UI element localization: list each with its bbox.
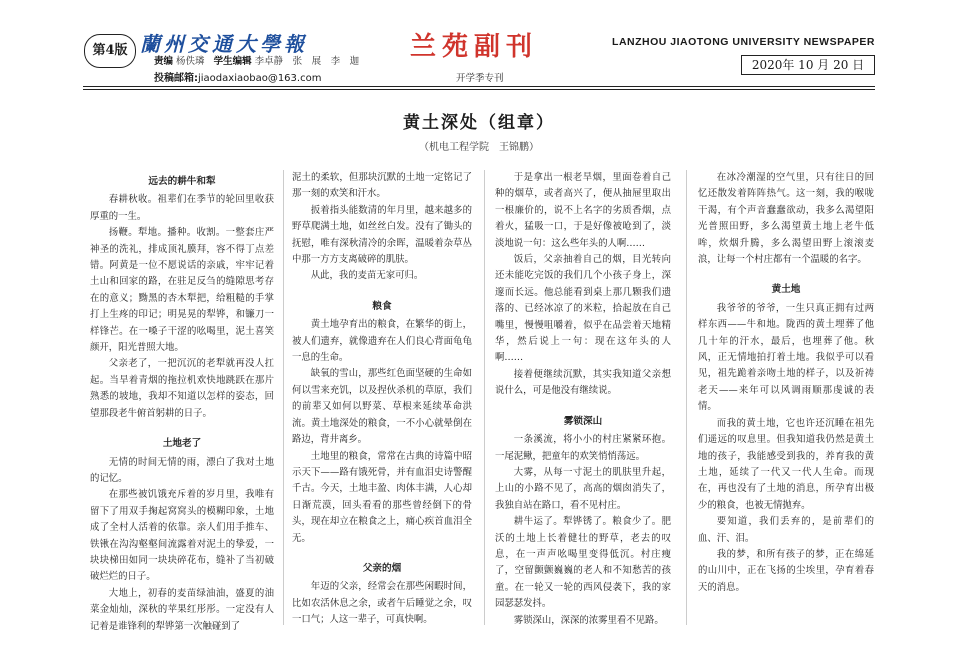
paragraph: 而我的黄土地，它也许还沉睡在祖先们遥远的叹息里。但我知道我仍然是黄土地的孩子，我能感受到我的，养育我的黄土地，延续了一代又一代人生命。而现在，再也没有了土地的消息，所孕育出极少的粮食，也被无情抛弃。 [698,417,874,511]
section-heading: 土地老了 [162,438,202,450]
section-heading: 远去的耕牛和犁 [148,176,216,187]
section-heading: 黄土地 [771,284,801,296]
paragraph: 雾锁深山，深深的浓雾里看不见路。 [513,614,664,626]
paragraph: 年迈的父亲，经常会在那些闲暇时间，比如农活休息之余，或者午后睡觉之余，叹一口气；人这一辈子，可真快啊。 [292,581,472,626]
paragraph: 饭后，父亲抽着自己的烟，目光转向还未能吃完饭的我们几个小孩子身上，深邃而长远。他总能看到桌上那几颗我们遗落的、已经冰凉了的米粒，拾起放在自己嘴里，慢慢咀嚼着，似乎在品尝着天地精华，然后说上一句：现在这年头的人啊…… [495,254,671,364]
paragraph: 在冰冷潮湿的空气里，只有往日的回忆还散发着阵阵热气。这一刻，我的喉咙干渴，有个声音蠢蠢欲动，我多么渴望阳光普照田野，多么渴望黄土地上老牛低哞，炊烟升腾，多么渴望田野上滚滚麦浪，让每一个村庄都有一个温暖的名字。 [698,172,874,266]
editors-line [154,53,359,67]
email-address[interactable]: jiaodaxiaobao@163.com [198,73,322,84]
paragraph: 缺氧的雪山，那些红色面坚硬的生命如何以雪来充饥，以及捏伙杀机的草原，我们的前辈又如何以野菜、草根来延续革命洪流。黄土地深处的粮食，一不小心就晕倒在路边，背井离乡。 [292,368,472,446]
paragraph: 在那些被饥饿充斥着的岁月里，我唯有留下了用双手掬起窝窝头的模糊印象，土地成了全村人活着的依靠。亲人们用手推车、铁锹在沟沟壑壑间流露着对泥土的挚爱，一块块梯田如同一块块碎花布，缝补了当初破破烂烂的日子。 [90,489,274,583]
article-column-3 [495,170,671,629]
column-divider [283,170,284,625]
newspaper-masthead-logo: 蘭州交通大學報 [140,32,308,56]
article-column-4 [698,170,874,596]
article-column-1 [90,170,274,635]
paragraph: 父亲老了，一把沉沉的老犁就再没人扛起。当旱着青烟的拖拉机欢快地跳跃在那片熟悉的坡地，我却不知道以怎样的姿态，回望那段老牛俯首躬耕的日子。 [90,358,274,419]
section-heading: 粮食 [372,300,392,312]
paragraph: 一条溪流，将小小的村庄紧紧环抱。一尾泥鳅，把童年的欢笑悄悄荡远。 [495,434,671,462]
student-editor-names: 李卓静 张 展 李 迦 [254,56,360,67]
editor-label: 责编 [154,56,174,67]
submission-email-line [154,69,321,84]
column-divider [484,170,485,625]
paragraph: 接着便继续沉默，其实我知道父亲想说什么，可是他没有继续说。 [495,368,671,397]
article-title: 黄土深处（组章） [403,113,555,133]
article-byline: （机电工程学院 王锦鹏） [419,142,539,153]
student-editor-label: 学生编辑 [213,56,252,67]
header-rule [83,86,875,87]
article-column-2 [292,170,472,629]
paragraph: 大地上，初春的麦苗绿油油，盛夏的油菜金灿灿，深秋的苹果红彤彤。一定没有人记着是谁锋利的犁铧第一次触碰到了 [90,587,274,632]
editor-name: 杨佚璘 [176,56,205,67]
paragraph: 我的梦，和所有孩子的梦，正在绵延的山川中，正在飞扬的尘埃里，孕育着春天的消息。 [698,548,874,593]
paragraph: 耕牛运了。犁铧锈了。粮食少了。肥沃的土地上长着健壮的野草，老去的叹息，在一声声吆喝里变得低沉。村庄瘦了，空留颤颤巍巍的老人和不知愁苦的孩童。在一轮又一轮的西风侵袭下，我的家园瑟瑟发抖。 [495,516,671,610]
paragraph: 我爷爷的爷爷，一生只真正拥有过两样东西——牛和地。陇西的黄土埋葬了他几十年的汗水，最后，也埋葬了他。秋风，正无情地拍打着土地。我似乎可以看见，祖先跪着亲吻土地的样子，以及祈祷老天——来年可以风调雨顺那虔诚的表情。 [698,302,874,413]
special-issue-label: 开学季专刊 [456,73,504,84]
paragraph: 扬鞭。犁地。播种。收割。一整套庄严神圣的洗礼，排成顶礼膜拜，容不得丁点差错。阿黄是一位不愿说话的亲戚，牢牢记着土山和回家的路，在驻足反刍的缝隙思考存在的意义；黝黑的杏木犁把，给粗糙的手掌打上生疼的印记；明晃晃的犁铧，和镰刀一样锋芒。在一嗓子干涩的吆喝里，泥土喜笑颜开，阳光普照大地。 [90,227,274,354]
page-number-badge: 第4版 [84,34,136,68]
column-divider [686,170,687,625]
paragraph: 要知道，我们丢弃的，是前辈们的血、汗、泪。 [698,516,874,544]
paragraph: 黄土地孕育出的粮食，在繁华的街上，被人们遗弃，就像遗弃在人们良心背面龟龟一息的生命。 [292,319,472,364]
paragraph: 扳着指头能数清的年月里，越来越多的野草爬满土地，如丝丝白发。没有了锄头的抚慰，唯有深秋清冷的余晖，温暖着杂草丛中那一方方支离破碎的肌肤。 [292,204,472,266]
paragraph: 泥土的柔软，但那块沉默的土地一定铭记了那一刻的欢笑和汗水。 [292,172,472,200]
paragraph: 春耕秋收。祖辈们在季节的轮回里收获厚重的一生。 [90,194,274,222]
paragraph: 无情的时间无情的雨，漂白了我对土地的记忆。 [90,456,274,484]
paragraph: 于是拿出一根老旱烟，里面卷着自己种的烟草，或者高兴了，便从抽屉里取出一根廉价的，说不上名字的劣质香烟，点着火，猛吸一口，于是好像被呛到了，淡淡地说一句：这么些年头的人啊…… [495,172,671,249]
paragraph: 从此，我的麦苗无家可归。 [310,270,424,282]
section-heading: 父亲的烟 [362,562,402,574]
section-heading: 雾锁深山 [563,415,603,427]
header-rule-secondary [83,89,875,90]
issue-date: 2020年 10 月 20 日 [741,55,875,75]
paper-english-name: LANZHOU JIAOTONG UNIVERSITY NEWSPAPER [612,36,875,48]
supplement-title: 兰苑副刊 [410,32,539,62]
paragraph: 大雾，从每一寸泥土的肌肤里升起，上山的小路不见了，高高的烟囱消失了，我独自站在路口，看不见村庄。 [495,466,671,511]
paragraph: 土地里的粮食，常常在古典的诗篇中昭示天下——路有饿死骨，并有血泪史诗警醒千古。今天，土地丰盈、肉体丰满，人心却日渐荒漠，回头看看的那些曾经倒下的骨头，现在却立在粮食之上，痛心疾首血泪全无。 [292,450,472,544]
email-label: 投稿邮箱: [154,73,198,84]
